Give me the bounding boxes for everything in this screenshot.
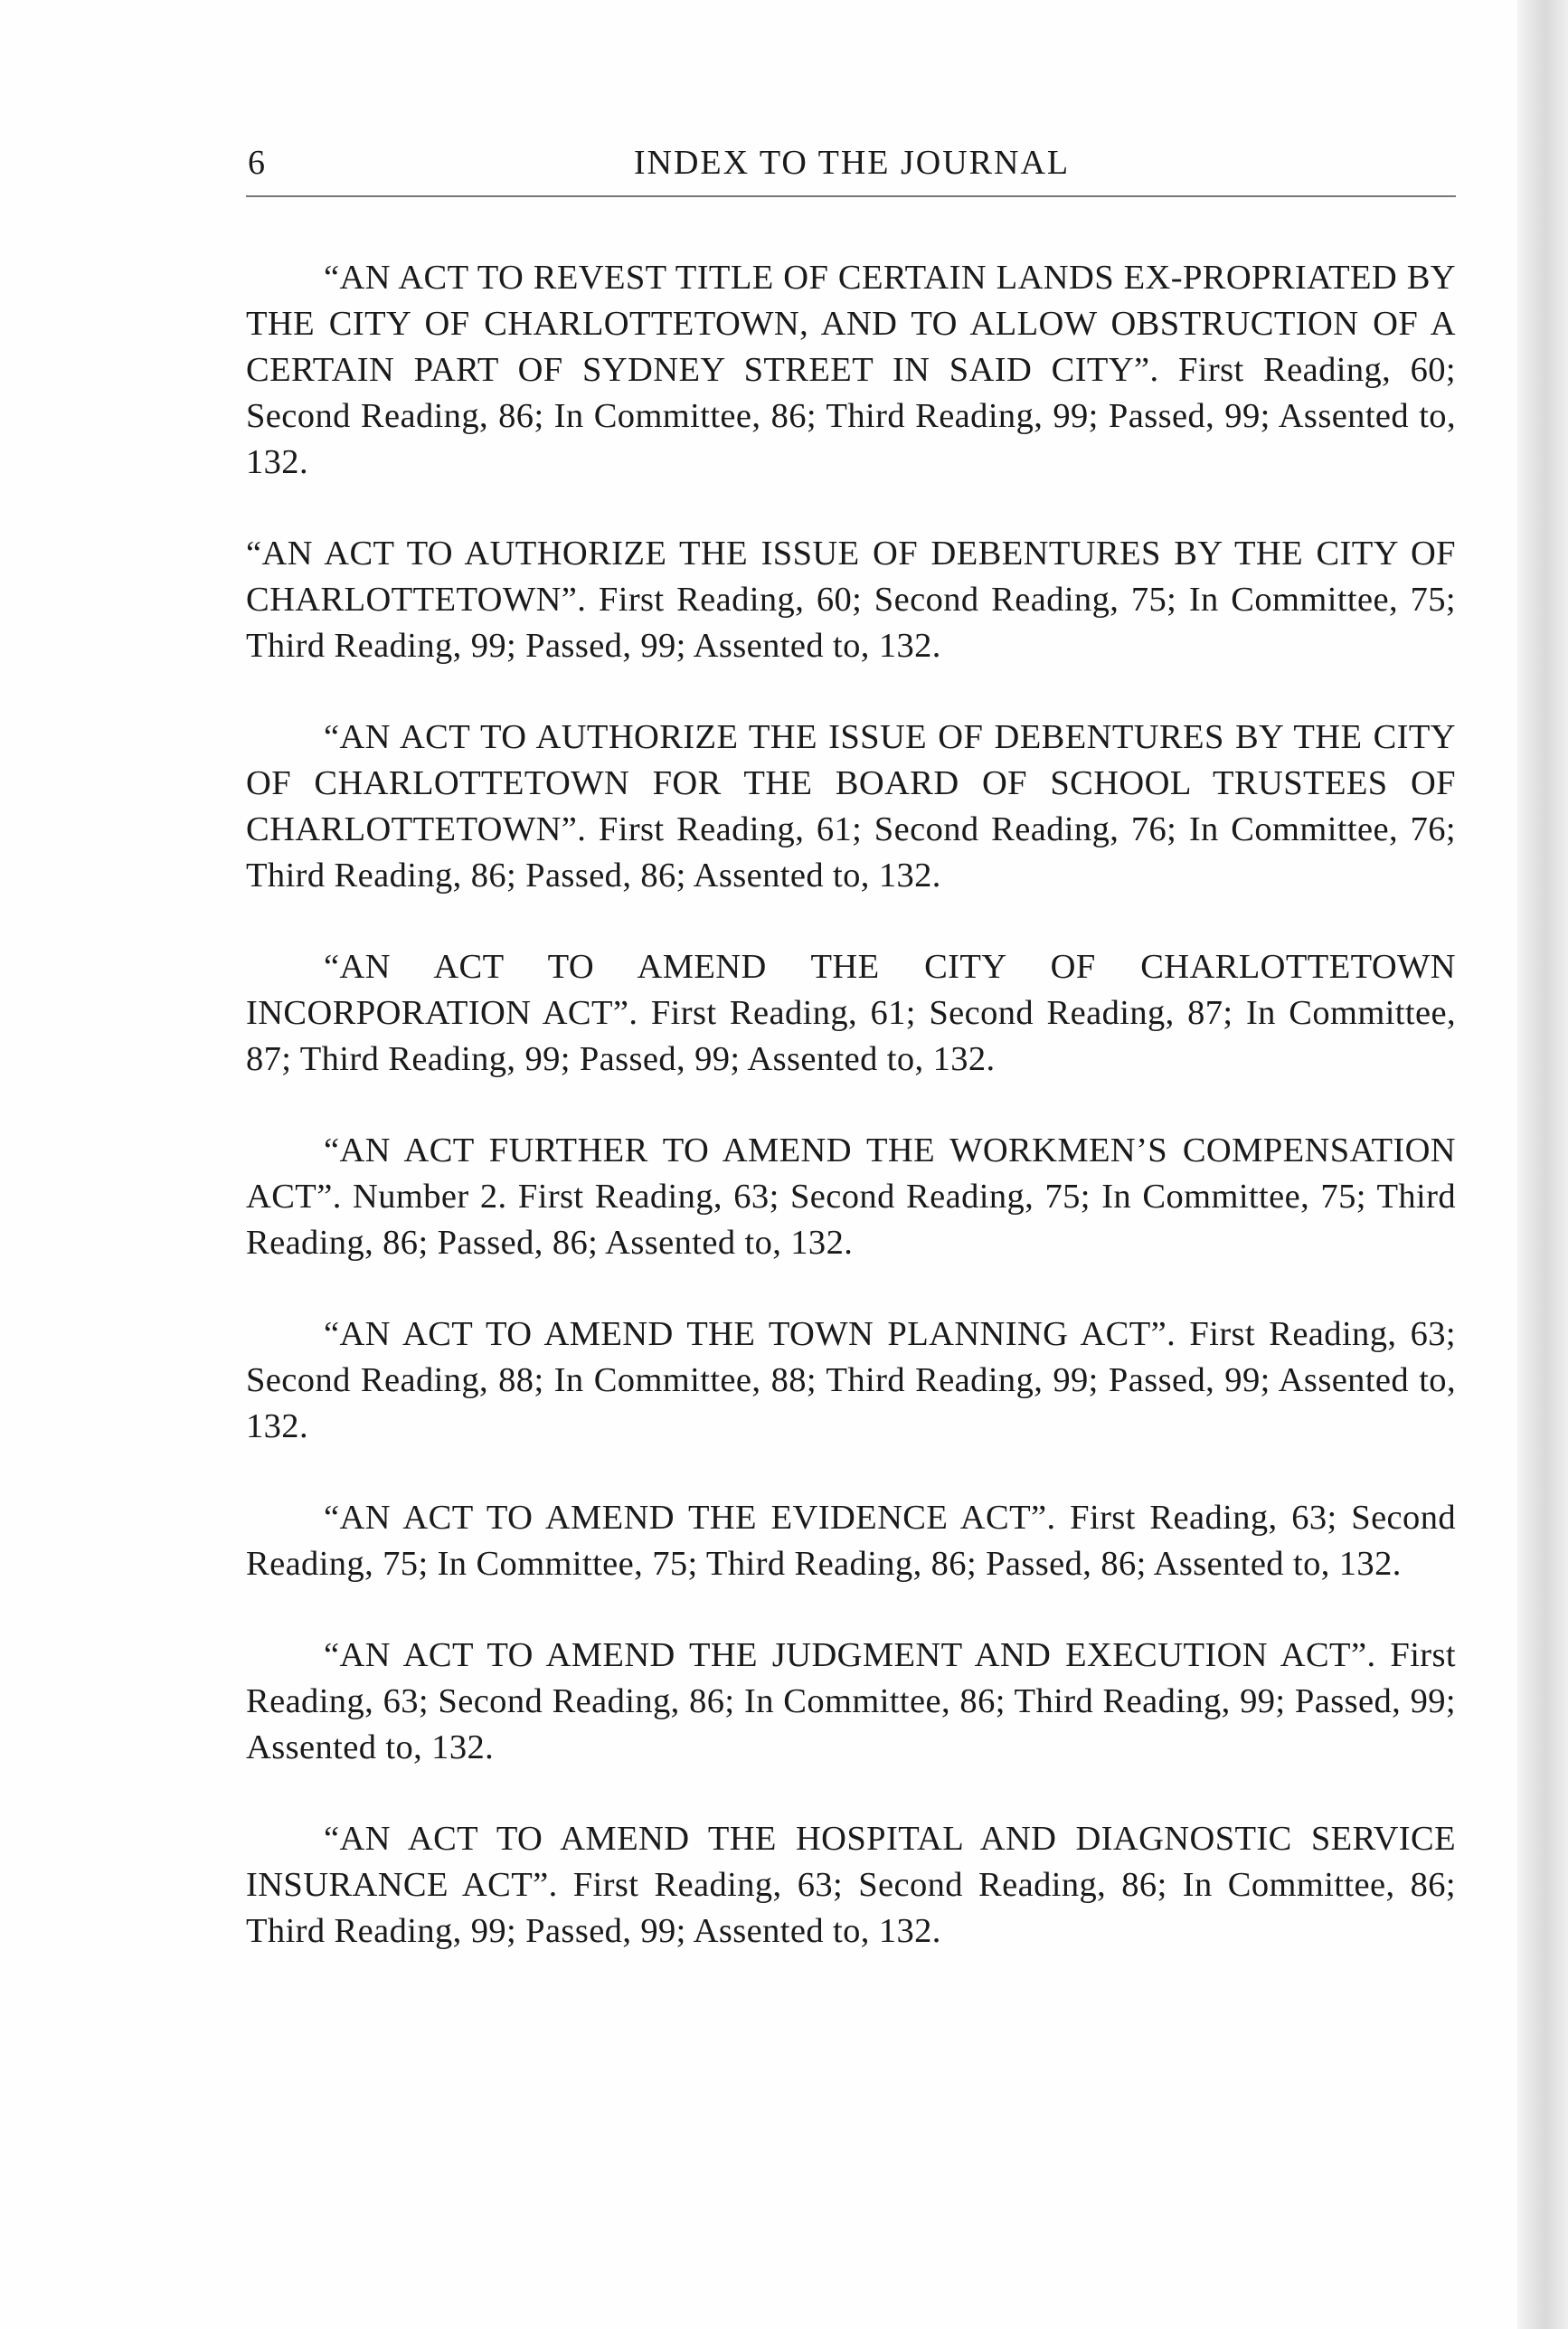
page-header bbox=[246, 143, 1458, 197]
index-entry: “AN ACT TO AUTHORIZE THE ISSUE OF DEBENTURES BY THE CITY OF CHARLOTTETOWN”. First Reading, 60; Second Reading, 75; In Committee, 75; Third Reading, 99; Passed, 99; Assented to, 132. bbox=[246, 535, 1456, 665]
running-head-title: INDEX TO THE JOURNAL bbox=[633, 144, 1071, 182]
index-entry: “AN ACT TO AMEND THE TOWN PLANNING ACT”. First Reading, 63; Second Reading, 88; In Committee, 88; Third Reading, 99; Passed, 99; Assented to, 132. bbox=[246, 1315, 1456, 1445]
index-entries bbox=[246, 255, 1456, 2000]
index-entry: “AN ACT TO AMEND THE HOSPITAL AND DIAGNOSTIC SERVICE INSURANCE ACT”. First Reading, 63; Second Reading, 86; In Committee, 86; Third Reading, 99; Passed, 99; Assented to, 132. bbox=[246, 1820, 1456, 1950]
header-rule bbox=[246, 195, 1456, 197]
index-entry: “AN ACT TO AMEND THE EVIDENCE ACT”. First Reading, 63; Second Reading, 75; In Committee, 75; Third Reading, 86; Passed, 86; Assented to, 132. bbox=[246, 1499, 1456, 1583]
index-entry: “AN ACT TO AMEND THE CITY OF CHARLOTTETOWN INCORPORATION ACT”. First Reading, 61; Second Reading, 87; In Committee, 87; Third Reading, 99; Passed, 99; Assented to, 132. bbox=[246, 948, 1456, 1078]
index-entry: “AN ACT TO REVEST TITLE OF CERTAIN LANDS EX-PROPRIATED BY THE CITY OF CHARLOTTETOWN, AND TO ALLOW OBSTRUCTION OF A CERTAIN PART OF SYDNEY STREET IN SAID CITY”. First Reading, 60; Second Reading, 86; In Committee, 86; Third Reading, 99; Passed, 99; Assented to, 132. bbox=[246, 259, 1456, 481]
page-number: 6 bbox=[248, 144, 266, 182]
index-entry: “AN ACT TO AUTHORIZE THE ISSUE OF DEBENTURES BY THE CITY OF CHARLOTTETOWN FOR THE BOARD OF SCHOOL TRUSTEES OF CHARLOTTETOWN”. First Reading, 61; Second Reading, 76; In Committee, 76; Third Reading, 86; Passed, 86; Assented to, 132. bbox=[246, 718, 1456, 895]
index-entry: “AN ACT FURTHER TO AMEND THE WORKMEN’S COMPENSATION ACT”. Number 2. First Reading, 63; Second Reading, 75; In Committee, 75; Third Reading, 86; Passed, 86; Assented to, 132. bbox=[246, 1131, 1456, 1262]
page-edge-shadow bbox=[1517, 0, 1568, 2329]
index-entry: “AN ACT TO AMEND THE JUDGMENT AND EXECUTION ACT”. First Reading, 63; Second Reading, 86; In Committee, 86; Third Reading, 99; Passed, 99; Assented to, 132. bbox=[246, 1636, 1456, 1766]
